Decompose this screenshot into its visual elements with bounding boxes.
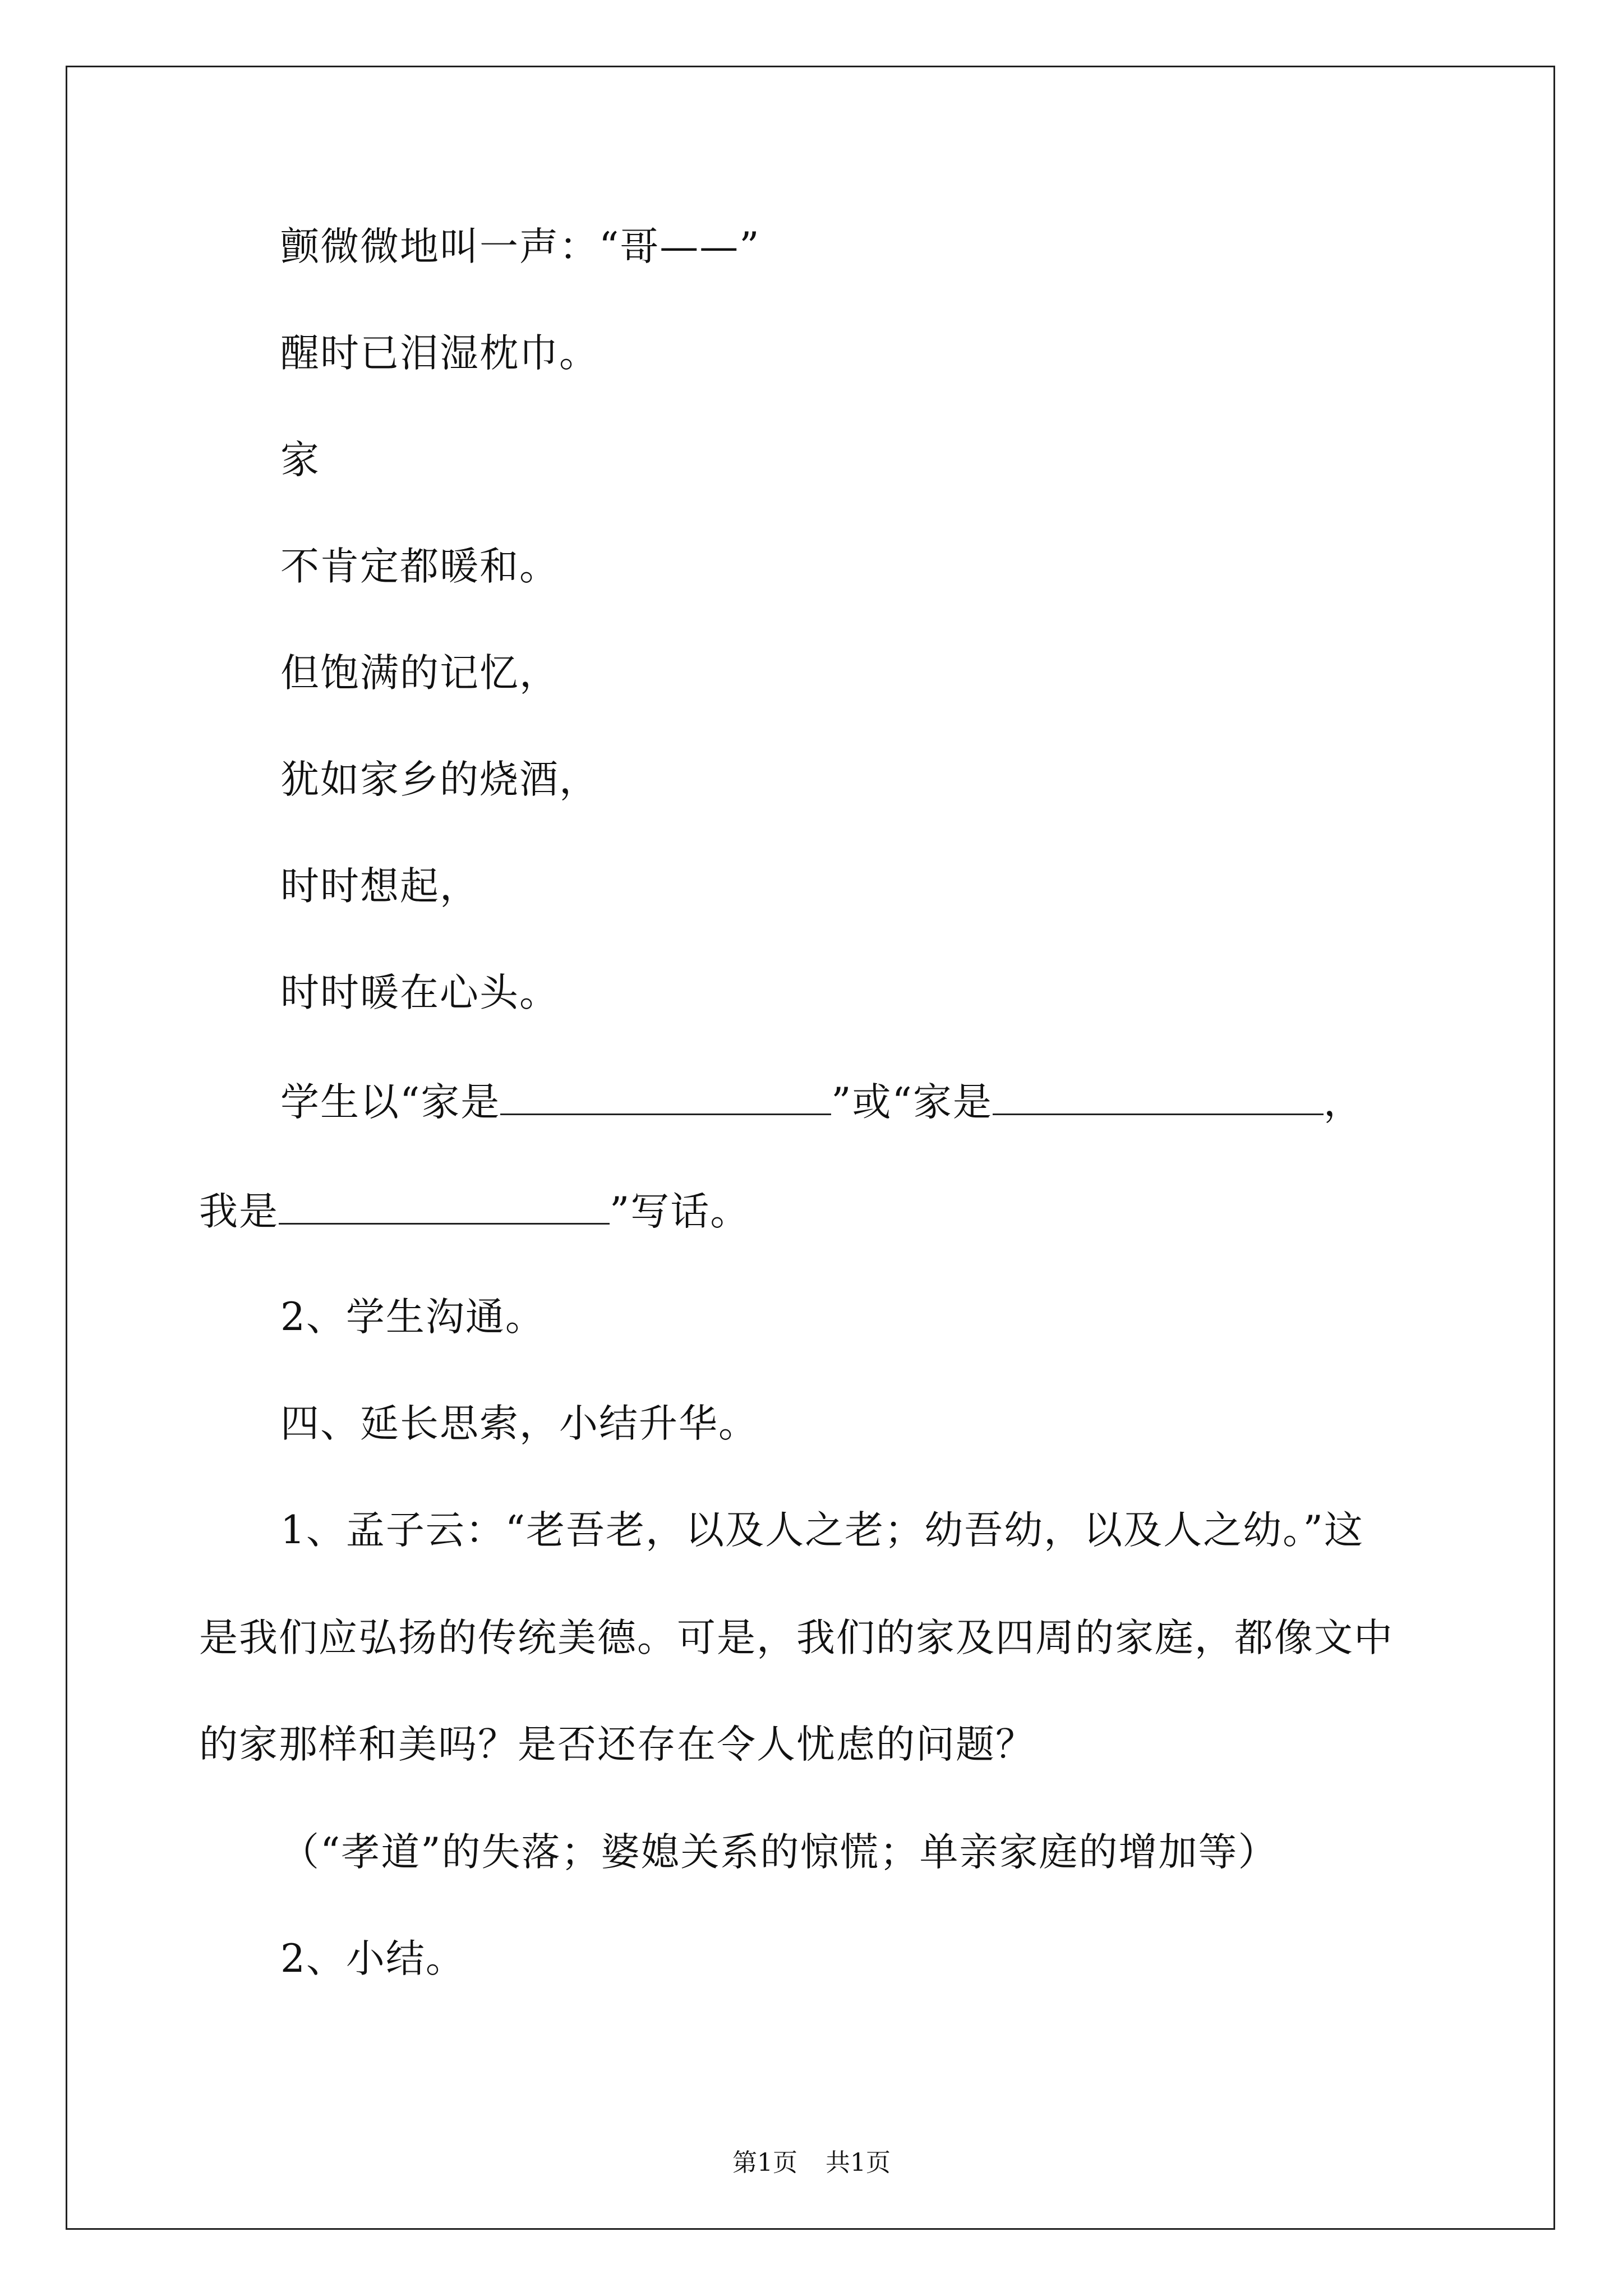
answer-blank[interactable] — [500, 1082, 831, 1115]
fill-in-prompt-line1 — [280, 1080, 1363, 1125]
poem-line: 颤微微地叫一声：“哥——” — [280, 224, 760, 269]
step-text: 2、学生沟通。 — [280, 1295, 545, 1340]
poem-line: 不肯定都暖和。 — [280, 544, 559, 589]
poem-line: 家 — [280, 438, 320, 482]
fill-in-text: 学生以“家是 — [280, 1080, 501, 1125]
poem-line: 时时想起， — [280, 864, 479, 909]
summary-text: 2、小结。 — [280, 1936, 465, 1981]
poem-line: 犹如家乡的烧酒， — [280, 757, 599, 802]
fill-in-text: ”写话。 — [610, 1189, 750, 1234]
poem-line: 时时暖在心头。 — [280, 970, 559, 1015]
fill-in-text: ”或“家是 — [831, 1080, 993, 1125]
answer-note: （“孝道”的失落；婆媳关系的惊慌；单亲家庭的增加等） — [280, 1830, 1278, 1875]
page-total: 共1页 — [826, 2148, 891, 2177]
poem-line: 但饱满的记忆， — [280, 651, 559, 696]
fill-in-text: ， — [1323, 1080, 1363, 1125]
fill-in-text: 我是 — [199, 1189, 279, 1234]
fill-in-prompt-line2 — [199, 1189, 750, 1234]
paragraph-line: 的家那样和美吗？是否还存在令人忧虑的问题？ — [199, 1722, 1035, 1767]
section-heading: 四、延长思索，小结升华。 — [280, 1401, 758, 1446]
page-number: 第1页 — [732, 2148, 797, 2177]
paragraph-line: 是我们应弘扬的传统美德。可是，我们的家及四周的家庭，都像文中 — [199, 1616, 1394, 1660]
answer-blank[interactable] — [993, 1082, 1324, 1115]
page-footer — [0, 2147, 1623, 2179]
paragraph-line: 1、孟子云：“老吾老，以及人之老；幼吾幼，以及人之幼。”这 — [280, 1508, 1364, 1553]
page-border — [66, 66, 1555, 2230]
poem-line: 醒时已泪湿枕巾。 — [280, 331, 599, 376]
answer-blank[interactable] — [279, 1191, 610, 1225]
